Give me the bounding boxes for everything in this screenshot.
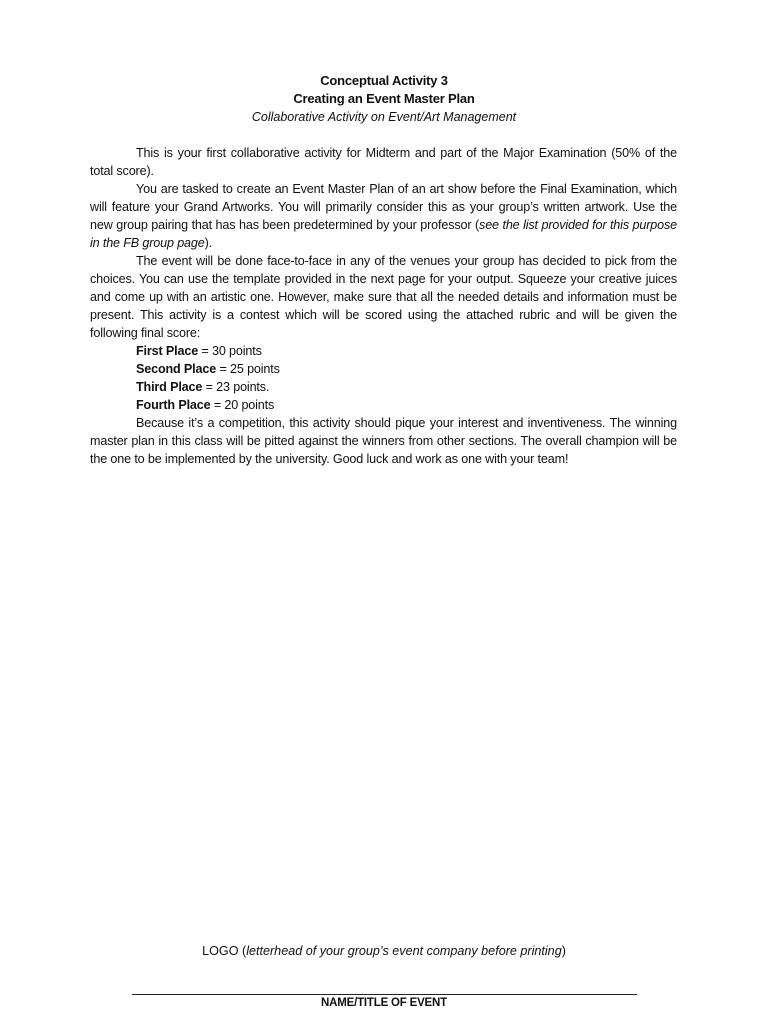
activity-number: Conceptual Activity 3 bbox=[320, 73, 448, 88]
document-header bbox=[0, 72, 768, 126]
event-name-label: NAME/TITLE OF EVENT bbox=[321, 997, 447, 1009]
instructions-body bbox=[90, 144, 677, 468]
score-item: Second Place = 25 points bbox=[136, 362, 280, 376]
paragraph-event: The event will be done face-to-face in any of the venues your group has decided to pick from the choices. You can use the template provided in the next page for your output. Squeeze your creative juices and come up with an artistic one. However, make sure that all the needed details and information must be present. This activity is a contest which will be scored using the attached rubric and will be given the following final score: bbox=[90, 254, 677, 340]
score-list bbox=[90, 342, 677, 414]
activity-title: Creating an Event Master Plan bbox=[293, 91, 475, 106]
score-item: Fourth Place = 20 points bbox=[136, 398, 275, 412]
paragraph-task: You are tasked to create an Event Master Plan of an art show before the Final Examination, which will feature your Grand Artworks. You will primarily consider this as your group’s written artwork. Use the new group pairing that has has been predetermined by your professor (see the list provided for this purpose in the FB group page). bbox=[90, 182, 677, 250]
score-item: First Place = 30 points bbox=[136, 344, 262, 358]
divider-line bbox=[132, 994, 637, 995]
group-list-note: see the list provided for this purpose in the FB group page bbox=[90, 218, 677, 250]
paragraph-closing: Because it’s a competition, this activity should pique your interest and inventiveness. The winning master plan in this class will be pitted against the winners from other sections. The overall champion will be the one to be implemented by the university. Good luck and work as one with your team! bbox=[90, 416, 677, 466]
paragraph-intro: This is your first collaborative activity for Midterm and part of the Major Examination (50% of the total score). bbox=[90, 146, 677, 178]
logo-placeholder: LOGO (letterhead of your group’s event company before printing) bbox=[202, 944, 566, 958]
activity-subtitle: Collaborative Activity on Event/Art Management bbox=[251, 110, 517, 124]
score-item: Third Place = 23 points. bbox=[136, 380, 270, 394]
